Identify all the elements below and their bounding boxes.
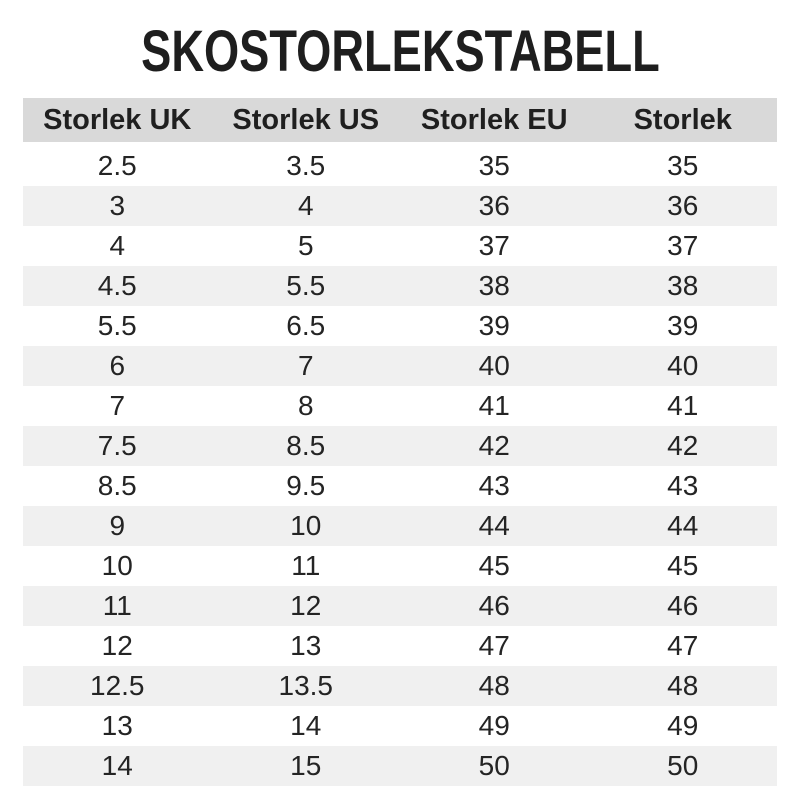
table-cell: 9.5	[286, 470, 326, 501]
table-row	[23, 226, 777, 266]
table-row	[23, 706, 777, 746]
table-cell: 35	[667, 150, 699, 181]
table-row	[23, 186, 777, 226]
table-cell: 36	[667, 190, 699, 221]
table-cell: 6	[109, 350, 126, 381]
table-row	[23, 146, 777, 186]
table-cell: 3.5	[286, 150, 326, 181]
table-cell: 13.5	[278, 670, 333, 701]
table-cell: 7.5	[97, 430, 137, 461]
table-cell: 35	[478, 150, 510, 181]
table-cell: 42	[667, 430, 699, 461]
table-cell: 6.5	[286, 310, 326, 341]
table-cell: 7	[109, 390, 126, 421]
table-cell: 47	[667, 630, 699, 661]
table-cell: 39	[667, 310, 699, 341]
table-cell: 8.5	[286, 430, 326, 461]
table-cell: 50	[667, 750, 699, 781]
table-cell: 11	[291, 550, 321, 581]
table-cell: 48	[478, 670, 510, 701]
table-cell: 43	[667, 470, 699, 501]
table-cell: 14	[101, 750, 133, 781]
table-cell: 46	[478, 590, 510, 621]
table-cell: 44	[478, 510, 510, 541]
table-cell: 42	[478, 430, 510, 461]
table-cell: 38	[478, 270, 510, 301]
column-header-storlek-uk: Storlek UK	[43, 103, 192, 136]
table-cell: 7	[297, 350, 314, 381]
table-cell: 10	[290, 510, 322, 541]
table-cell: 44	[667, 510, 699, 541]
table-cell: 4.5	[97, 270, 137, 301]
table-row	[23, 506, 777, 546]
table-row	[23, 386, 777, 426]
shoe-size-table	[23, 98, 777, 786]
table-row	[23, 546, 777, 586]
table-cell: 47	[478, 630, 510, 661]
table-row	[23, 346, 777, 386]
table-cell: 11	[102, 590, 132, 621]
page-title-wrap	[0, 19, 800, 84]
table-cell: 49	[667, 710, 699, 741]
table-cell: 50	[478, 750, 510, 781]
table-cell: 8.5	[97, 470, 137, 501]
table-cell: 48	[667, 670, 699, 701]
table-row	[23, 586, 777, 626]
table-cell: 8	[297, 390, 314, 421]
table-row	[23, 626, 777, 666]
table-cell: 40	[667, 350, 699, 381]
table-body	[23, 146, 777, 786]
table-cell: 2.5	[97, 150, 137, 181]
table-row	[23, 746, 777, 786]
page-title: SKOSTORLEKSTABELL	[140, 19, 660, 84]
table-row	[23, 306, 777, 346]
table-cell: 46	[667, 590, 699, 621]
table-cell: 37	[478, 230, 510, 261]
table-cell: 15	[290, 750, 322, 781]
table-cell: 43	[478, 470, 510, 501]
table-cell: 13	[101, 710, 133, 741]
table-cell: 12	[101, 630, 133, 661]
table-row	[23, 666, 777, 706]
table-cell: 12	[290, 590, 322, 621]
table-cell: 12.5	[90, 670, 145, 701]
table-cell: 45	[478, 550, 510, 581]
column-header-storlek-us: Storlek US	[232, 103, 380, 136]
table-cell: 39	[478, 310, 510, 341]
table-cell: 45	[667, 550, 699, 581]
table-cell: 49	[478, 710, 510, 741]
table-cell: 14	[290, 710, 322, 741]
table-cell: 5.5	[97, 310, 137, 341]
table-cell: 5.5	[286, 270, 326, 301]
table-cell: 9	[109, 510, 126, 541]
column-header-storlek: Storlek	[633, 103, 732, 136]
table-cell: 36	[478, 190, 510, 221]
table-cell: 5	[297, 230, 314, 261]
table-cell: 41	[667, 390, 699, 421]
table-cell: 10	[101, 550, 133, 581]
table-cell: 13	[290, 630, 322, 661]
table-row	[23, 266, 777, 306]
table-row	[23, 466, 777, 506]
table-cell: 4	[297, 190, 314, 221]
table-row	[23, 426, 777, 466]
table-cell: 38	[667, 270, 699, 301]
table-cell: 37	[667, 230, 699, 261]
table-cell: 40	[478, 350, 510, 381]
column-header-storlek-eu: Storlek EU	[420, 103, 568, 136]
table-cell: 41	[478, 390, 510, 421]
table-header-row	[23, 98, 777, 142]
table-cell: 4	[109, 230, 126, 261]
table-cell: 3	[109, 190, 126, 221]
